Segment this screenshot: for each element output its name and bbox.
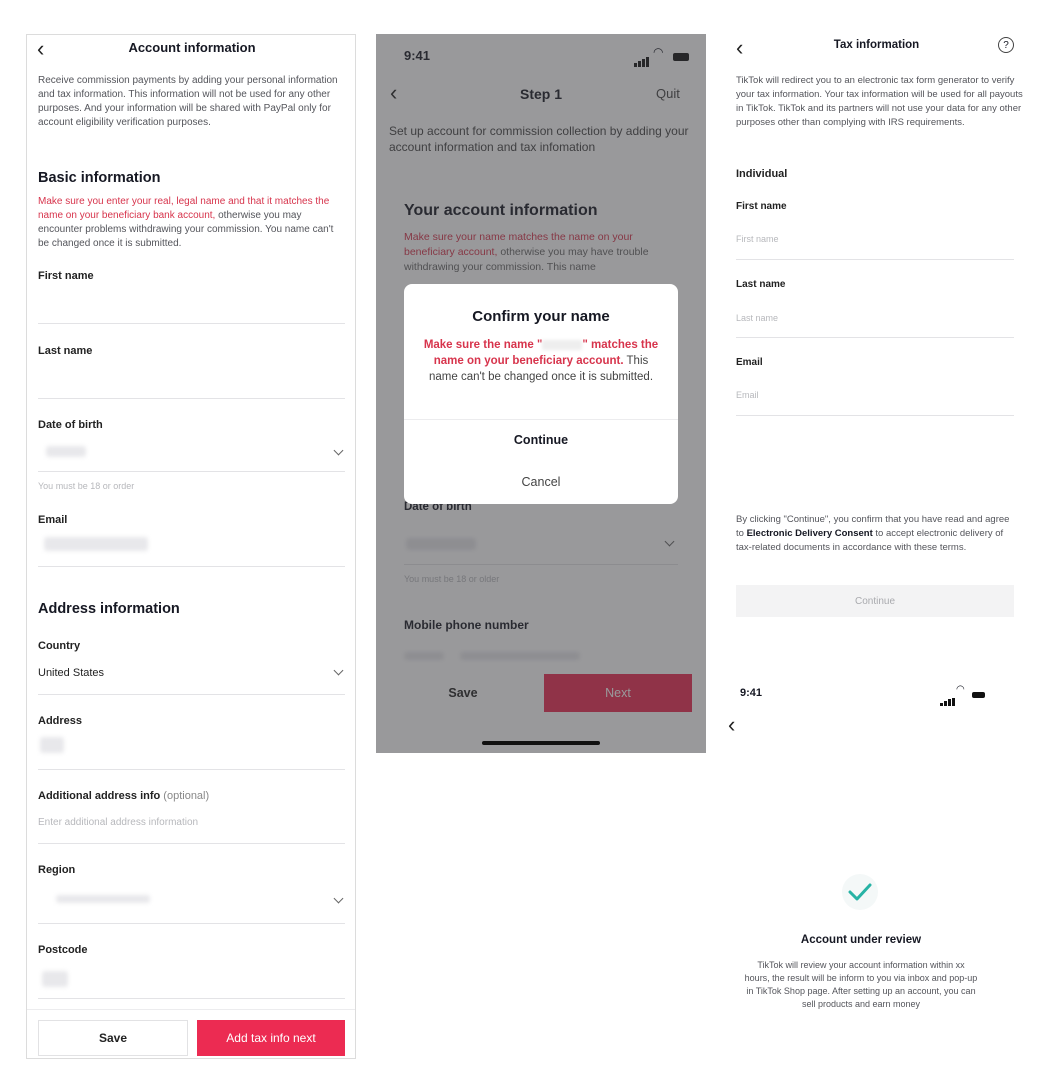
cancel-button[interactable]: Cancel bbox=[521, 475, 561, 489]
first-name-input[interactable]: First name bbox=[736, 234, 779, 244]
first-name-label: First name bbox=[736, 201, 787, 212]
page-title: Tax information bbox=[833, 39, 920, 51]
optional-tag: (optional) bbox=[163, 790, 210, 802]
divider bbox=[38, 323, 345, 324]
email-input[interactable] bbox=[38, 531, 345, 565]
divider bbox=[38, 998, 345, 999]
name-warning: Make sure you enter your real, legal name and that it matches the name on your beneficiary bank account, bbox=[38, 196, 330, 221]
divider bbox=[38, 694, 345, 695]
dob-select[interactable] bbox=[38, 437, 345, 471]
back-arrow-icon[interactable]: ‹ bbox=[37, 36, 45, 61]
additional-address-title: Additional address info bbox=[38, 790, 161, 802]
region-select[interactable] bbox=[38, 885, 345, 919]
country-value: United States bbox=[38, 667, 105, 679]
chevron-down-icon bbox=[334, 894, 344, 904]
divider bbox=[38, 566, 345, 567]
signal-icon bbox=[940, 688, 956, 706]
home-indicator bbox=[482, 741, 600, 745]
country-label: Country bbox=[38, 640, 81, 652]
battery-icon bbox=[972, 686, 985, 704]
chevron-down-icon bbox=[334, 446, 344, 456]
last-name-input[interactable] bbox=[38, 362, 343, 398]
redacted-value bbox=[40, 737, 64, 753]
redacted-value bbox=[46, 446, 86, 457]
first-name-label: First name bbox=[38, 270, 94, 282]
name-warning-rest: otherwise you may encounter problems withdrawing your commission. You name can't be changed once it is submitted. bbox=[38, 210, 334, 249]
redacted-value bbox=[44, 537, 148, 551]
page-title: Account information bbox=[128, 40, 256, 55]
redacted-name bbox=[542, 340, 582, 350]
save-button[interactable]: Save bbox=[38, 1020, 188, 1056]
electronic-delivery-consent-link[interactable]: Electronic Delivery Consent bbox=[746, 528, 873, 539]
divider bbox=[38, 398, 345, 399]
dialog-warning-b: " matches the name on your beneficiary account. bbox=[433, 339, 659, 367]
email-input[interactable]: Email bbox=[736, 390, 759, 400]
step1-screen bbox=[376, 34, 706, 753]
divider bbox=[38, 843, 345, 844]
email-label: Email bbox=[736, 357, 763, 368]
check-icon bbox=[842, 874, 878, 910]
consent-text-b: to accept electronic delivery of tax-related documents in accordance with these terms. bbox=[736, 528, 1004, 553]
address-information-heading: Address information bbox=[38, 601, 180, 617]
review-body: TikTok will review your account information within xx hours, the result will be inform to you via inbox and pop-up in TikTok Shop page. After setting up an account, you can sell products and earn money bbox=[744, 960, 978, 1009]
tax-intro: TikTok will redirect you to an electronic tax form generator to verify your tax information. Your tax information will be used for all payouts in TikTok. TikTok and its partners will not use your data for any other purposes other than complying with IRS requirements. bbox=[736, 75, 1023, 128]
footer-divider bbox=[27, 1009, 356, 1010]
divider bbox=[736, 259, 1014, 260]
status-time: 9:41 bbox=[740, 687, 763, 699]
additional-address-input[interactable]: Enter additional address information bbox=[38, 817, 199, 828]
address-label: Address bbox=[38, 715, 83, 727]
back-arrow-icon[interactable]: ‹ bbox=[728, 712, 736, 737]
basic-information-note bbox=[38, 195, 343, 251]
redacted-value bbox=[42, 971, 68, 987]
dialog-message bbox=[422, 337, 660, 385]
redacted-value bbox=[56, 895, 150, 903]
last-name-label: Last name bbox=[736, 279, 786, 290]
dialog-note: This name can't be changed once it is submitted. bbox=[428, 355, 654, 383]
country-select[interactable] bbox=[38, 659, 345, 693]
dialog-title: Confirm your name bbox=[472, 308, 610, 325]
individual-label: Individual bbox=[736, 168, 788, 180]
additional-address-label bbox=[38, 790, 209, 802]
consent-text-a: By clicking "Continue", you confirm that you have read and agree to bbox=[736, 514, 1010, 539]
last-name-input[interactable]: Last name bbox=[736, 313, 779, 323]
divider bbox=[736, 337, 1014, 338]
intro-text: Receive commission payments by adding your personal information and tax information. This information will not be used for any other purposes. And your information will be shared with PayPal only for account eligibility verification purposes. bbox=[38, 75, 338, 128]
tax-information-screen bbox=[724, 34, 1034, 1069]
back-arrow-icon[interactable]: ‹ bbox=[736, 35, 744, 60]
divider bbox=[38, 769, 345, 770]
divider bbox=[736, 415, 1014, 416]
divider bbox=[38, 471, 345, 472]
postcode-label: Postcode bbox=[38, 944, 88, 956]
first-name-input[interactable] bbox=[38, 287, 343, 323]
review-title: Account under review bbox=[800, 934, 922, 946]
last-name-label: Last name bbox=[38, 345, 93, 357]
continue-button[interactable]: Continue bbox=[736, 585, 1014, 617]
add-tax-info-next-button[interactable]: Add tax info next bbox=[197, 1020, 345, 1056]
postcode-input[interactable] bbox=[38, 965, 345, 999]
address-input[interactable] bbox=[38, 733, 345, 767]
confirm-name-dialog bbox=[404, 284, 678, 504]
help-icon[interactable]: ? bbox=[998, 37, 1014, 53]
consent-text bbox=[736, 513, 1018, 555]
region-label: Region bbox=[38, 864, 76, 876]
chevron-down-icon bbox=[334, 666, 344, 676]
email-label: Email bbox=[38, 514, 68, 526]
account-information-screen bbox=[26, 34, 356, 1059]
continue-button[interactable]: Continue bbox=[513, 433, 569, 447]
dob-hint: You must be 18 or order bbox=[38, 481, 135, 491]
divider bbox=[38, 923, 345, 924]
basic-information-heading: Basic information bbox=[38, 170, 161, 186]
dialog-warning-a: Make sure the name " bbox=[423, 339, 543, 351]
wifi-icon: ◠ bbox=[956, 684, 965, 695]
dob-label: Date of birth bbox=[38, 419, 103, 431]
